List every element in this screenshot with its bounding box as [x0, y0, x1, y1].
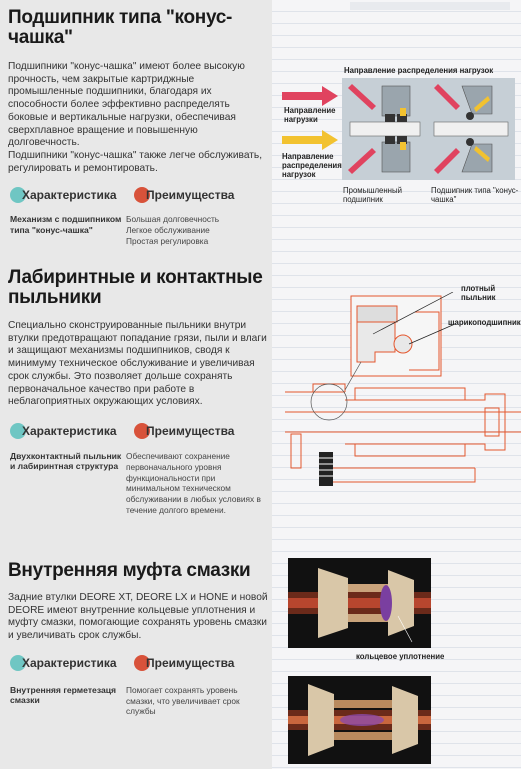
hub-cutaway-image	[288, 676, 431, 764]
characteristic-heading: Характеристика	[10, 187, 117, 203]
characteristic-heading: Характеристика	[10, 655, 117, 671]
caption-o-ring: кольцевое уплотнение	[356, 652, 445, 661]
caption-cone-cup: Подшипник типа "конус-чашка"	[431, 186, 519, 204]
characteristic-text: Внутренняя герметезаця смазки	[10, 684, 117, 706]
advantages-text: Обеспечивают сохранение первоначального уровня функциональности при минимальном техническом обслуживании в любых условиях в течение долгого времени.	[126, 450, 261, 515]
bearing-diagram	[342, 78, 515, 180]
section-title: Лабиринтные и контактные пыльники	[8, 267, 263, 308]
arrow-label-load: Направление нагрузки	[284, 106, 336, 124]
paragraph: Специально сконструированные пыльники внутри втулки предотвращают попадание грязи, пыли и влаги и защищают механизмы подшипников, сводя к минимуму техническое обслуживание и увеличивая срок службы. Это позволяет дольше сохранять первоначальное качество при работе в неблагоприятных окружающих условиях.	[8, 320, 267, 408]
advantages-text: Помогает сохранять уровень смазки, что увеличивает срок службы	[126, 684, 240, 717]
section-body	[8, 320, 270, 409]
labels-row	[8, 655, 270, 677]
paragraph: Задние втулки DEORE XT, DEORE LX и HONE и новой DEORE имеют внутренние кольцевые уплотнения и муфту смазки, помогающие сохранять уровень смазки и увеличивать срок службы.	[8, 592, 268, 642]
label-tight-seal: плотный пыльник	[461, 284, 496, 302]
section-grease	[8, 560, 270, 717]
hub-cutaway-image	[288, 558, 431, 648]
paragraph: Подшипники "конус-чашка" имеют более высокую прочность, чем закрытые картриджные промышленные подшипники, благодаря их способности более эффективно распределять боковые и вертикальные нагрузки, обеспечивая сверхплавное вращение и повышенную долговечность.	[8, 61, 245, 149]
labels-row	[8, 423, 270, 445]
diagram1-header: Направление распределения нагрузок	[344, 66, 494, 75]
caption-industrial: Промышленный подшипник	[343, 186, 402, 204]
label-ball-bearing: шарикоподшипник	[448, 318, 521, 327]
section-title: Подшипник типа "конус-чашка"	[8, 7, 233, 48]
advantage-item: Легкое обслуживание	[126, 225, 210, 236]
distribution-arrow-icon	[282, 130, 342, 150]
labels-row	[8, 187, 270, 209]
advantages-heading: Преимущества	[134, 187, 234, 203]
section-cone-cup	[8, 7, 270, 246]
bearing-illustration	[342, 78, 515, 180]
paragraph: Подшипники "конус-чашка" также легче обслуживать, регулировать и ремонтировать.	[8, 149, 263, 174]
hub-photo-bottom	[288, 676, 431, 764]
advantage-item: Простая регулировка	[126, 235, 209, 246]
ghost-text	[350, 2, 510, 42]
section-title: Внутренняя муфта смазки	[8, 560, 251, 581]
section-body	[8, 61, 270, 175]
advantages-heading: Преимущества	[134, 423, 234, 439]
load-arrow-icon	[282, 86, 342, 106]
characteristic-text: Механизм с подшипником типа "конус-чашка"	[10, 214, 122, 235]
advantages-list	[126, 214, 266, 246]
section-body	[8, 592, 270, 643]
section-seals	[8, 267, 270, 515]
advantages-heading: Преимущества	[134, 655, 234, 671]
arrow-label-distribution: Направление распределения нагрузок	[282, 152, 342, 179]
characteristic-heading: Характеристика	[10, 423, 117, 439]
hub-photo-top	[288, 558, 431, 648]
advantage-item: Большая долговечность	[126, 214, 220, 225]
characteristic-text: Двухконтактный пыльник и лабиринтная структура	[10, 450, 122, 472]
